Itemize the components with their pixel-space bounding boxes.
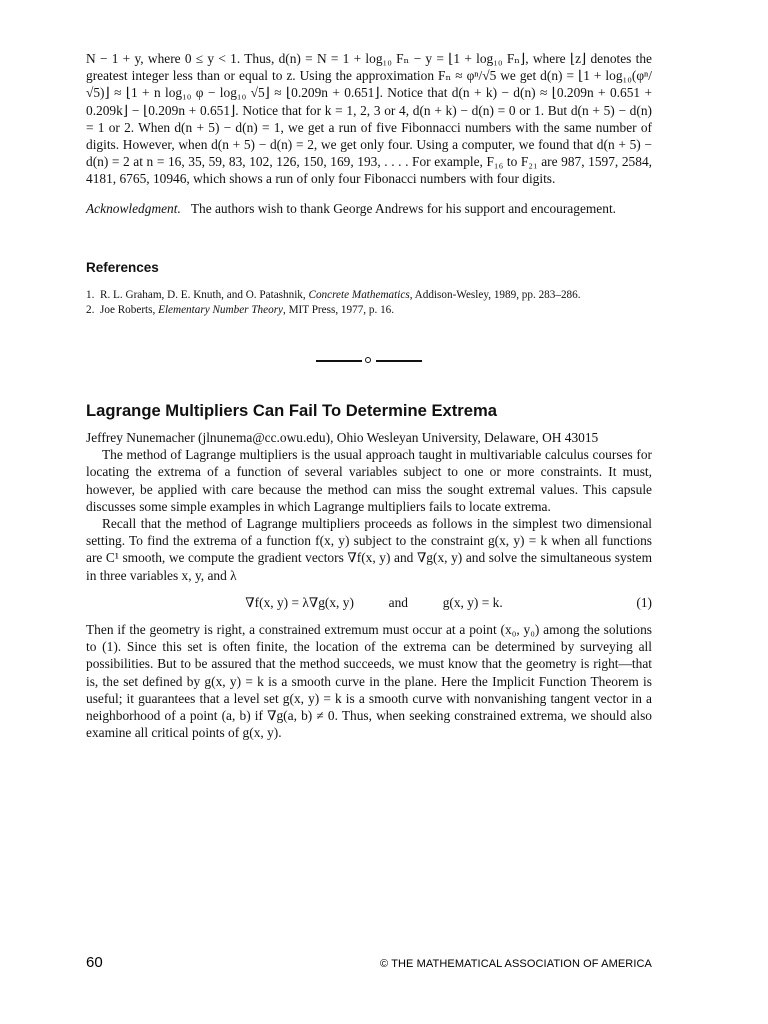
references-list bbox=[86, 288, 652, 317]
reference-item: 2. Joe Roberts, Elementary Number Theory, MIT Press, 1977, p. 16. bbox=[86, 303, 395, 316]
publisher-line: © THE MATHEMATICAL ASSOCIATION OF AMERICA bbox=[380, 958, 652, 970]
references-heading: References bbox=[86, 259, 159, 275]
article-author: Jeffrey Nunemacher (jlnunema@cc.owu.edu), Ohio Wesleyan University, Delaware, OH 43015 bbox=[86, 430, 599, 446]
section-divider bbox=[86, 355, 652, 367]
equation-and: and bbox=[388, 594, 408, 610]
equation-left: ∇f(x, y) = λ∇g(x, y) bbox=[245, 594, 354, 610]
top-paragraph: N − 1 + y, where 0 ≤ y < 1. Thus, d(n) = N = 1 + log₁₀ Fₙ − y = ⌊1 + log₁₀ Fₙ⌋, where ⌊z⌋ denotes the greatest integer less than or equal to z. Using the approximation Fₙ ≈ φⁿ/√5 we get d(n) = ⌊1 + log₁₀(φⁿ/√5)⌋ ≈ ⌊1 + n log₁₀ φ − log₁₀ √5⌋ ≈ ⌊0.209n + 0.651⌋. Notice that d(n + k) − d(n) ≈ ⌊0.209n + 0.651 + 0.209k⌋ − ⌊0.209n + 0.651⌋. Notice that for k = 1, 2, 3 or 4, d(n + k) − d(n) = 0 or 1. But d(n + 5) − d(n) = 1 or 2. When d(n + 5) − d(n) = 1, we get a run of five Fibonnacci numbers with the same number of digits. However, when d(n + 5) − d(n) = 2, we get only four. Using a computer, we found that d(n + 5) − d(n) = 2 at n = 16, 35, 59, 83, 102, 126, 150, 169, 193, . . . . For example, F₁₆ to F₂₁ are 987, 1597, 2584, 4181, 6765, 10946, which shows a run of only four Fibonacci numbers with four digits. bbox=[86, 51, 652, 187]
reference-item: 1. R. L. Graham, D. E. Knuth, and O. Patashnik, Concrete Mathematics, Addison-Wesley, 1989, pp. 283–286. bbox=[86, 289, 581, 302]
equation-1 bbox=[86, 594, 652, 611]
equation-right: g(x, y) = k. bbox=[442, 594, 503, 610]
acknowledgment-label: Acknowledgment. bbox=[86, 200, 181, 216]
page-footer bbox=[86, 954, 652, 971]
paragraph-geometry: Then if the geometry is right, a constrained extremum must occur at a point (x₀, y₀) among the solutions to (1). Since this set is often finite, the location of the extrema can be determined by surveying all possibilities. But to be assured that the method succeeds, we must know that the geometry is right—that is, the set defined by g(x, y) = k is a smooth curve in the plane. Here the Implicit Function Theorem is useful; it guarantees that a level set g(x, y) = k is a smooth curve with nonvanishing tangent vector in a neighborhood of a point (a, b) if ∇g(a, b) ≠ 0. Thus, when seeking constrained extrema, we should also examine all critical points of g(x, y). bbox=[86, 622, 652, 741]
page-body bbox=[86, 50, 652, 741]
page-number: 60 bbox=[86, 954, 103, 971]
paragraph-intro: The method of Lagrange multipliers is the usual approach taught in multivariable calculus courses for locating the extrema of a function of several variables subject to one or more constraints. It must, however, be applied with care because the method can miss the sought extremal values. This capsule discusses some simple examples in which Lagrange multipliers fails to locate extrema. bbox=[86, 447, 652, 514]
acknowledgment bbox=[86, 200, 652, 217]
paragraph-method: Recall that the method of Lagrange multipliers proceeds as follows in the simplest two dimensional setting. To find the extrema of a function f(x, y) subject to the constraint g(x, y) = k when all functions are C¹ smooth, we compute the gradient vectors ∇f(x, y) and ∇g(x, y) and solve the simultaneous system in three variables x, y, and λ bbox=[86, 516, 652, 583]
article-title: Lagrange Multipliers Can Fail To Determine Extrema bbox=[86, 401, 497, 421]
acknowledgment-text: The authors wish to thank George Andrews for his support and encouragement. bbox=[190, 200, 617, 216]
equation-number: (1) bbox=[636, 594, 652, 610]
